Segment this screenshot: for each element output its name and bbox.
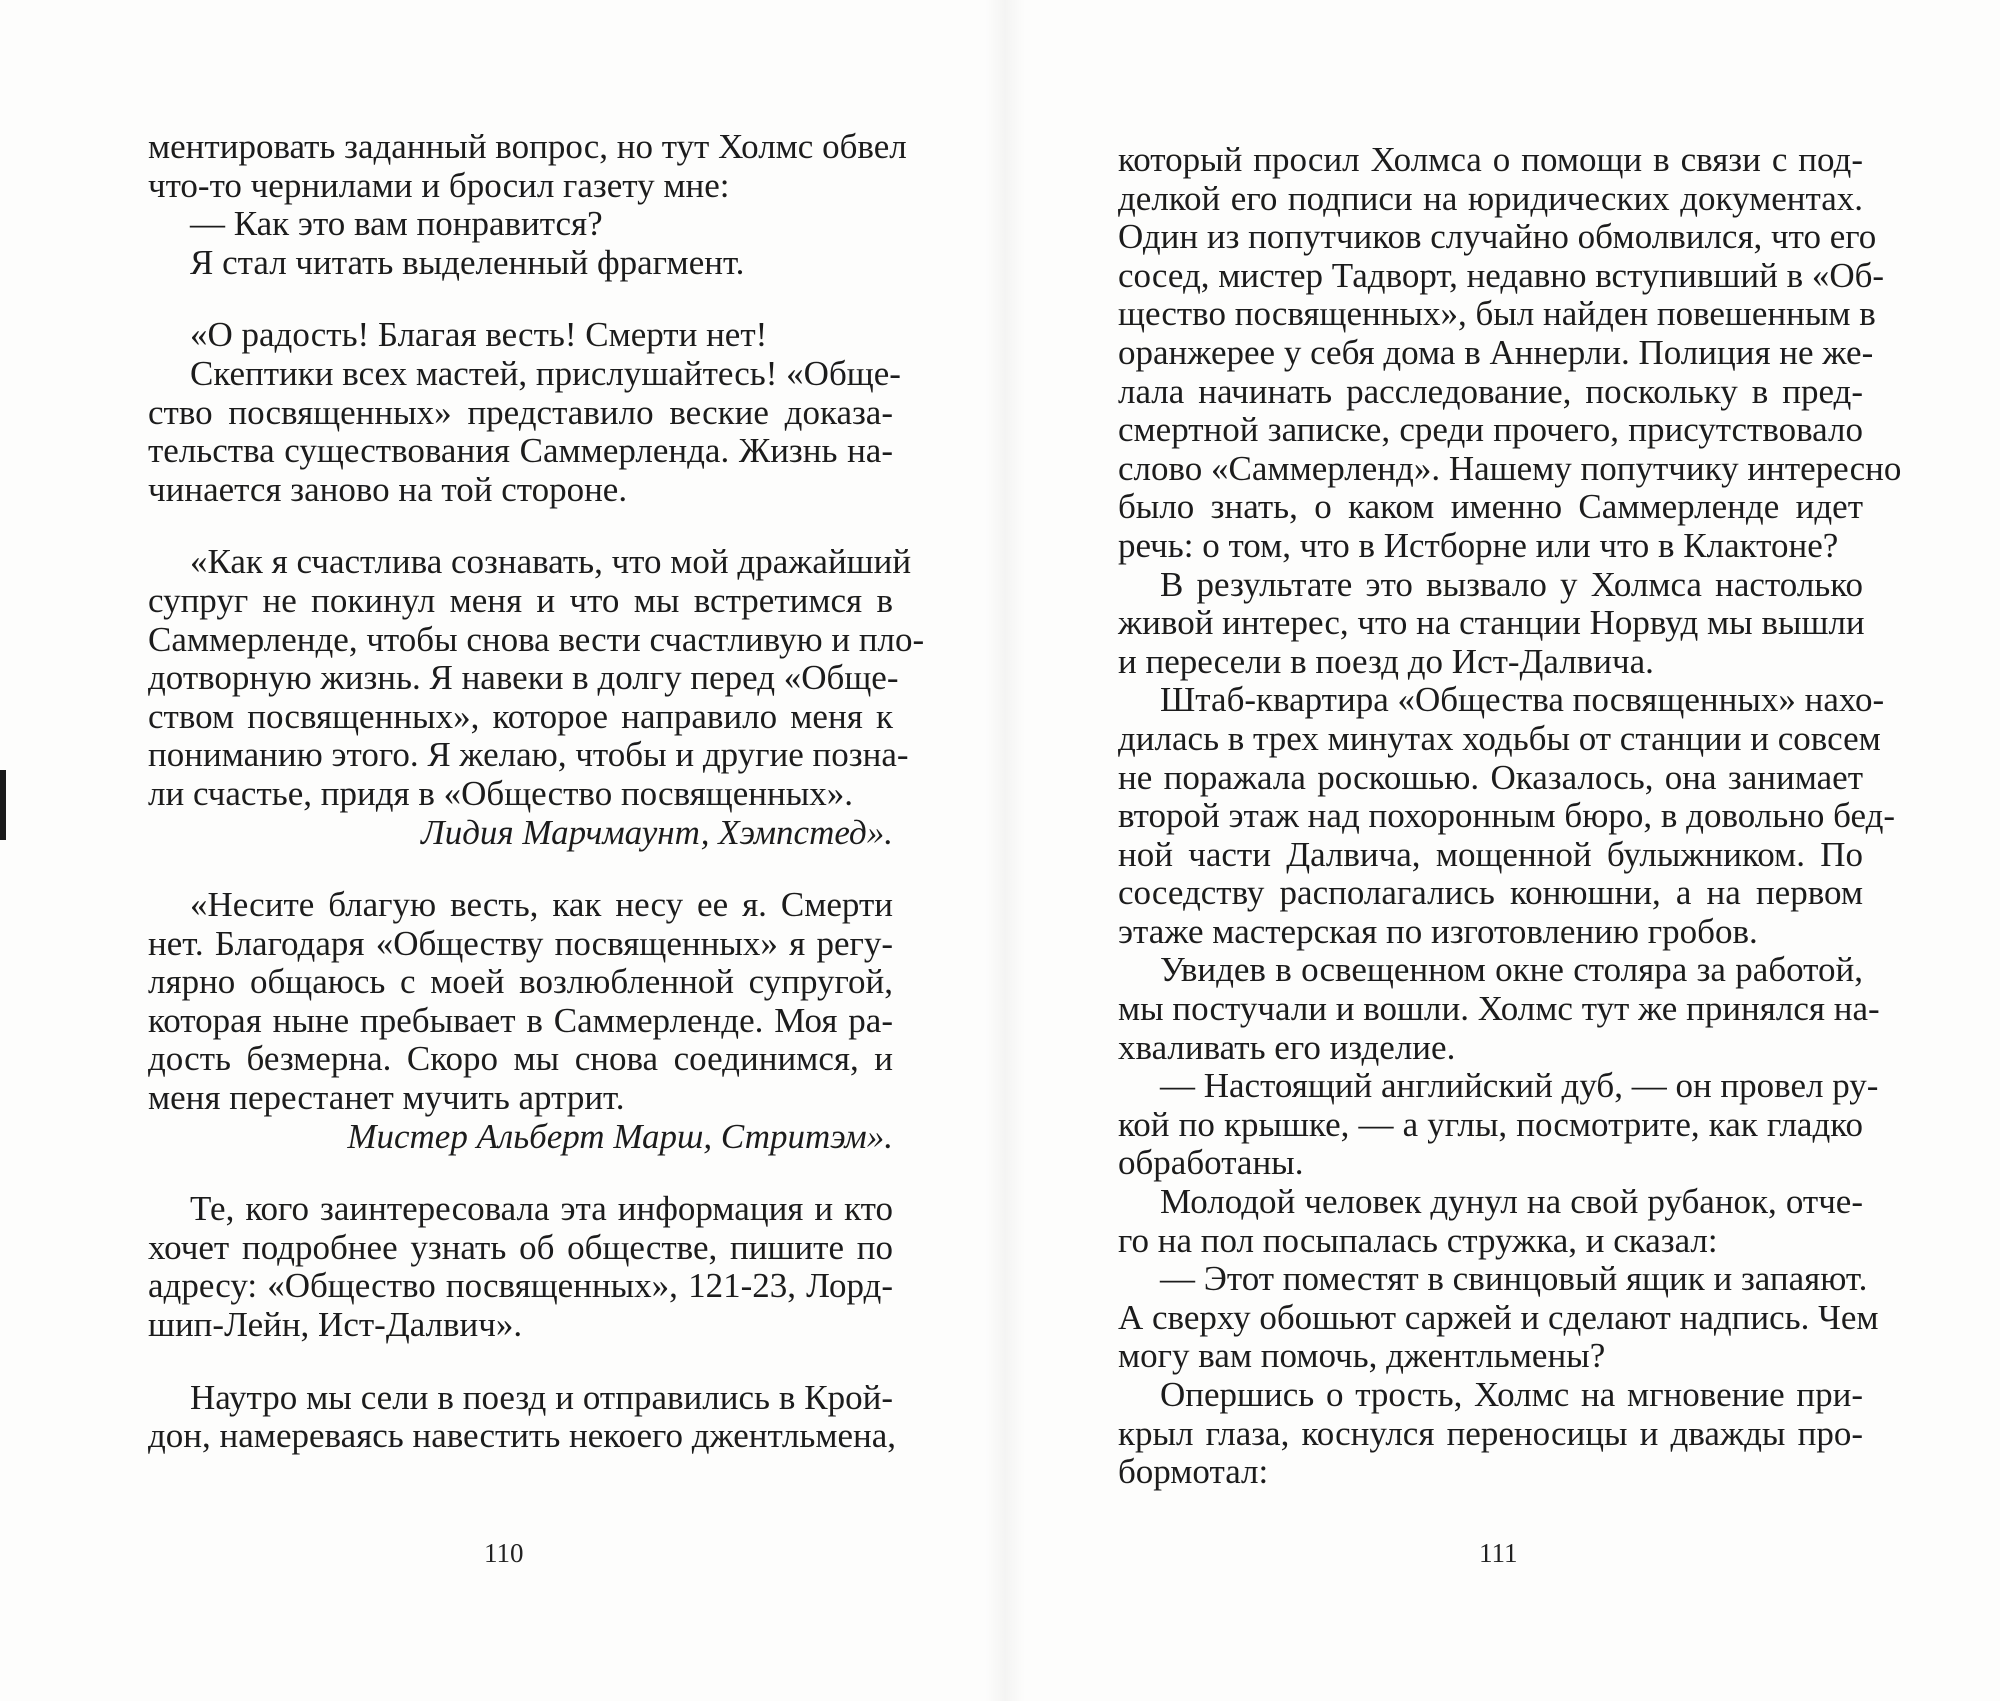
- text-line: шип-Лейн, Ист-Далвич».: [148, 1305, 523, 1345]
- paragraph-gap: [148, 282, 893, 316]
- text-line: дотворную жизнь. Я навеки в долгу перед «Обще-: [148, 658, 899, 698]
- text-line: А сверху обошьют саржей и сделают надпись. Чем: [1118, 1297, 1879, 1337]
- text-line: могу вам помочь, джентльмены?: [1118, 1336, 1606, 1376]
- text-line: и пересели в поезд до Ист-Далвича.: [1118, 641, 1654, 681]
- signature-line: Лидия Марчмаунт, Хэмпстед».: [421, 812, 893, 852]
- text-line: Скептики всех мастей, прислушайтесь! «Обще-: [190, 353, 901, 393]
- left-page-number: 110: [484, 1538, 524, 1568]
- text-line: Один из попутчиков случайно обмолвился, что его: [1118, 217, 1877, 257]
- text-line: хваливать его изделие.: [1118, 1027, 1456, 1067]
- left-page-text: [148, 127, 925, 1456]
- text-line: нет. Благодаря «Обществу посвященных» я регу-: [148, 923, 893, 963]
- text-line: Опершись о трость, Холмс на мгновение при-: [1160, 1375, 1863, 1414]
- text-line: дость безмерна. Скоро мы снова соединимся, и: [148, 1039, 893, 1079]
- text-line: Те, кого заинтересовала эта информация и кто: [190, 1189, 893, 1229]
- text-line: бормотал:: [1118, 1452, 1269, 1492]
- text-line: соседству располагались конюшни, а на первом: [1118, 873, 1863, 913]
- text-line: щество посвященных», был найден повешенным в: [1118, 294, 1876, 334]
- text-line: дон, намереваясь навестить некоего джентльмена,: [148, 1416, 897, 1456]
- text-line: лала начинать расследование, поскольку в пред-: [1118, 371, 1863, 411]
- text-line: делкой его подписи на юридических документах.: [1118, 178, 1863, 218]
- signature-line: Мистер Альберт Марш, Стритэм».: [347, 1116, 893, 1156]
- text-line: дилась в трех минутах ходьбы от станции и совсем: [1118, 718, 1881, 758]
- text-line: «Как я счастлива сознавать, что мой дражайший: [190, 542, 912, 582]
- text-line: крыл глаза, коснулся переносицы и дважды про-: [1118, 1413, 1863, 1453]
- text-line: го на пол посыпалась стружка, и сказал:: [1118, 1220, 1718, 1260]
- text-line: речь: о том, что в Истборне или что в Клактоне?: [1118, 525, 1839, 565]
- text-line: пониманию этого. Я желаю, чтобы и другие позна-: [148, 735, 909, 775]
- text-line: которая ныне пребывает в Саммерленде. Моя ра-: [148, 1000, 893, 1040]
- text-line: не поражала роскошью. Оказалось, она занимает: [1118, 757, 1863, 797]
- right-page-number: 111: [1479, 1538, 1518, 1568]
- paragraph-gap: [148, 509, 893, 543]
- text-line: Я стал читать выделенный фрагмент.: [190, 242, 745, 282]
- text-line: этаже мастерская по изготовлению гробов.: [1118, 911, 1758, 951]
- text-line: лярно общаюсь с моей возлюбленной супругой,: [148, 962, 893, 1002]
- right-page-text: [1118, 140, 1902, 1492]
- text-line: — Настоящий английский дуб, — он провел ру-: [1160, 1066, 1879, 1106]
- text-line: который просил Холмса о помощи в связи с под-: [1118, 140, 1863, 179]
- text-line: второй этаж над похоронным бюро, в довольно бед-: [1118, 796, 1896, 836]
- text-line: Молодой человек дунул на свой рубанок, отче-: [1160, 1182, 1863, 1222]
- text-line: кой по крышке, — а углы, посмотрите, как гладко: [1118, 1104, 1863, 1144]
- paragraph-gap: [148, 1156, 893, 1190]
- text-line: было знать, о каком именно Саммерленде идет: [1118, 487, 1863, 527]
- book-gutter: [985, 0, 1025, 1701]
- text-line: меня перестанет мучить артрит.: [148, 1078, 625, 1118]
- text-line: чинается заново на той стороне.: [148, 469, 628, 509]
- text-line: ментировать заданный вопрос, но тут Холмс обвел: [148, 127, 907, 166]
- text-line: живой интерес, что на станции Норвуд мы вышли: [1118, 603, 1865, 643]
- text-line: что-то чернилами и бросил газету мне:: [148, 165, 730, 205]
- text-line: Саммерленде, чтобы снова вести счастливую и пло-: [148, 619, 925, 659]
- text-line: супруг не покинул меня и что мы встретимся в: [148, 580, 893, 620]
- text-line: ством посвященных», которое направило меня к: [148, 696, 893, 736]
- text-line: адресу: «Общество посвященных», 121-23, Лорд-: [148, 1266, 893, 1306]
- text-line: Наутро мы сели в поезд и отправились в Крой-: [190, 1377, 893, 1417]
- text-line: «Несите благую весть, как несу ее я. Смерти: [190, 885, 893, 925]
- text-line: сосед, мистер Тадворт, недавно вступивший в «Об-: [1118, 255, 1885, 295]
- text-line: ной части Далвича, мощенной булыжником. По: [1118, 834, 1863, 874]
- text-line: — Этот поместят в свинцовый ящик и запаяют.: [1160, 1259, 1868, 1299]
- text-line: тельства существования Саммерленда. Жизнь на-: [148, 431, 893, 471]
- text-line: Увидев в освещенном окне столяра за работой,: [1160, 950, 1863, 990]
- text-line: «О радость! Благая весть! Смерти нет!: [190, 315, 768, 355]
- paragraph-gap: [148, 852, 893, 886]
- text-line: хочет подробнее узнать об обществе, пишите по: [148, 1227, 893, 1267]
- text-line: смертной записке, среди прочего, присутствовало: [1118, 410, 1863, 450]
- text-line: обработаны.: [1118, 1143, 1304, 1183]
- text-line: слово «Саммерленд». Нашему попутчику интересно: [1118, 448, 1902, 488]
- page-edge-mark: [0, 770, 6, 840]
- text-line: ство посвященных» представило веские доказа-: [148, 392, 893, 432]
- text-line: В результате это вызвало у Холмса настолько: [1160, 564, 1863, 604]
- text-line: мы постучали и вошли. Холмс тут же принялся на-: [1118, 989, 1880, 1029]
- text-line: оранжерее у себя дома в Аннерли. Полиция не же-: [1118, 332, 1874, 372]
- text-line: — Как это вам понравится?: [190, 204, 603, 244]
- text-line: Штаб-квартира «Общества посвященных» нахо-: [1160, 680, 1885, 720]
- text-line: ли счастье, придя в «Общество посвященных».: [148, 773, 853, 813]
- paragraph-gap: [148, 1345, 893, 1379]
